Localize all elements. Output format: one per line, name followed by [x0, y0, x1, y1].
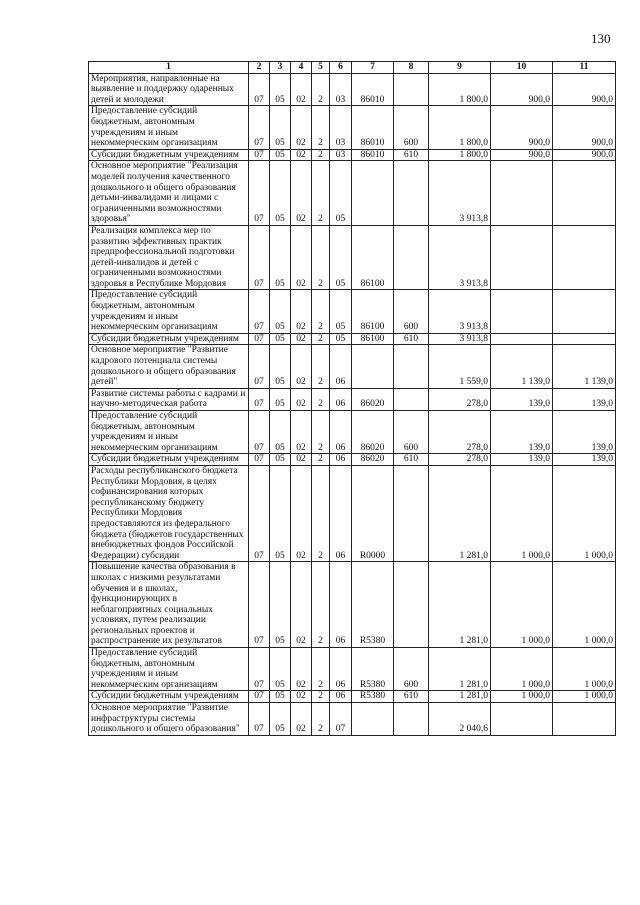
table-row	[89, 454, 616, 466]
amount-year-3-cell: 1 000,0	[553, 562, 616, 648]
amount-year-1-cell: 1 800,0	[429, 149, 491, 161]
page-number: 130	[591, 31, 611, 46]
program-code-cell: 02	[291, 106, 312, 149]
amount-year-2-cell: 1 000,0	[491, 691, 553, 703]
expense-type-cell: 600	[394, 648, 429, 691]
subprogram-code-cell: 2	[312, 465, 330, 561]
direction-code-cell	[352, 345, 394, 388]
program-code-cell: 02	[291, 465, 312, 561]
amount-year-3-cell: 900,0	[553, 149, 616, 161]
event-code-cell: 06	[330, 411, 352, 454]
direction-code-cell: 86010	[352, 73, 394, 106]
row-name-cell: Расходы республиканского бюджета Республики Мордовия, в целях софинансирования которых республиканскому бюджету Республики Мордовия предоставляются из федерального бюджета (бюджетов государственных внебюджетных фондов Российской Федерации) субсидии	[89, 465, 249, 561]
expense-type-cell	[394, 73, 429, 106]
event-code-cell: 06	[330, 465, 352, 561]
event-code-cell: 06	[330, 345, 352, 388]
subsection-code-cell: 05	[270, 562, 291, 648]
amount-year-3-cell	[553, 703, 616, 736]
expense-type-cell	[394, 562, 429, 648]
direction-code-cell: 86010	[352, 149, 394, 161]
amount-year-3-cell: 1 000,0	[553, 465, 616, 561]
amount-year-1-cell: 278,0	[429, 388, 491, 410]
subprogram-code-cell: 2	[312, 149, 330, 161]
program-code-cell: 02	[291, 161, 312, 226]
direction-code-cell: 86020	[352, 454, 394, 466]
subsection-code-cell: 05	[270, 161, 291, 226]
table-row	[89, 388, 616, 410]
row-name-cell: Развитие системы работы с кадрами и научно-методическая работа	[89, 388, 249, 410]
amount-year-3-cell: 1 000,0	[553, 648, 616, 691]
expense-type-cell	[394, 161, 429, 226]
subprogram-code-cell: 2	[312, 411, 330, 454]
expense-type-cell: 610	[394, 149, 429, 161]
amount-year-2-cell: 900,0	[491, 149, 553, 161]
event-code-cell: 06	[330, 562, 352, 648]
subsection-code-cell: 05	[270, 465, 291, 561]
row-name-cell: Основное мероприятие "Развитие кадрового потенциала системы дошкольного и общего образования детей"	[89, 345, 249, 388]
subprogram-code-cell: 2	[312, 333, 330, 345]
section-code-cell: 07	[249, 691, 270, 703]
program-code-cell: 02	[291, 149, 312, 161]
column-header: 7	[352, 62, 394, 74]
amount-year-1-cell: 278,0	[429, 454, 491, 466]
direction-code-cell: R0000	[352, 465, 394, 561]
table-row	[89, 648, 616, 691]
section-code-cell: 07	[249, 411, 270, 454]
row-name-cell: Реализация комплекса мер по развитию эффективных практик предпрофессиональной подготовки детей-инвалидов и детей с ограниченными возможностями здоровья в Республике Мордовия	[89, 225, 249, 290]
subprogram-code-cell: 2	[312, 648, 330, 691]
event-code-cell: 05	[330, 290, 352, 333]
amount-year-2-cell: 1 000,0	[491, 562, 553, 648]
row-name-cell: Субсидии бюджетным учреждениям	[89, 149, 249, 161]
amount-year-1-cell: 1 281,0	[429, 562, 491, 648]
subprogram-code-cell: 2	[312, 562, 330, 648]
subsection-code-cell: 05	[270, 73, 291, 106]
table-row	[89, 106, 616, 149]
direction-code-cell: 86100	[352, 333, 394, 345]
row-name-cell: Субсидии бюджетным учреждениям	[89, 333, 249, 345]
expense-type-cell: 610	[394, 454, 429, 466]
program-code-cell: 02	[291, 388, 312, 410]
program-code-cell: 02	[291, 691, 312, 703]
direction-code-cell: 86020	[352, 388, 394, 410]
table-body	[89, 73, 616, 735]
amount-year-1-cell: 1 281,0	[429, 648, 491, 691]
amount-year-3-cell: 139,0	[553, 411, 616, 454]
event-code-cell: 05	[330, 333, 352, 345]
budget-table	[88, 61, 616, 736]
table-row	[89, 149, 616, 161]
amount-year-3-cell: 1 000,0	[553, 691, 616, 703]
table-row	[89, 161, 616, 226]
program-code-cell: 02	[291, 73, 312, 106]
direction-code-cell: 86100	[352, 290, 394, 333]
column-header: 9	[429, 62, 491, 74]
direction-code-cell: 86100	[352, 225, 394, 290]
column-header: 3	[270, 62, 291, 74]
subprogram-code-cell: 2	[312, 345, 330, 388]
event-code-cell: 06	[330, 648, 352, 691]
amount-year-2-cell	[491, 225, 553, 290]
expense-type-cell: 600	[394, 290, 429, 333]
table-row	[89, 465, 616, 561]
subsection-code-cell: 05	[270, 703, 291, 736]
row-name-cell: Предоставление субсидий бюджетным, автономным учреждениям и иным некоммерческим организациям	[89, 411, 249, 454]
program-code-cell: 02	[291, 225, 312, 290]
table-row	[89, 411, 616, 454]
amount-year-2-cell	[491, 161, 553, 226]
expense-type-cell	[394, 345, 429, 388]
subsection-code-cell: 05	[270, 290, 291, 333]
subprogram-code-cell: 2	[312, 703, 330, 736]
section-code-cell: 07	[249, 388, 270, 410]
section-code-cell: 07	[249, 149, 270, 161]
subprogram-code-cell: 2	[312, 161, 330, 226]
event-code-cell: 05	[330, 225, 352, 290]
program-code-cell: 02	[291, 290, 312, 333]
amount-year-2-cell: 139,0	[491, 454, 553, 466]
amount-year-1-cell: 3 913,8	[429, 225, 491, 290]
program-code-cell: 02	[291, 411, 312, 454]
program-code-cell: 02	[291, 648, 312, 691]
column-header: 5	[312, 62, 330, 74]
amount-year-1-cell: 1 281,0	[429, 465, 491, 561]
amount-year-3-cell	[553, 333, 616, 345]
event-code-cell: 03	[330, 73, 352, 106]
section-code-cell: 07	[249, 333, 270, 345]
amount-year-2-cell: 139,0	[491, 411, 553, 454]
subsection-code-cell: 05	[270, 345, 291, 388]
table-row	[89, 73, 616, 106]
expense-type-cell	[394, 703, 429, 736]
section-code-cell: 07	[249, 161, 270, 226]
section-code-cell: 07	[249, 73, 270, 106]
amount-year-3-cell	[553, 161, 616, 226]
direction-code-cell: 86010	[352, 106, 394, 149]
event-code-cell: 06	[330, 388, 352, 410]
row-name-cell: Субсидии бюджетным учреждениям	[89, 454, 249, 466]
subsection-code-cell: 05	[270, 411, 291, 454]
section-code-cell: 07	[249, 562, 270, 648]
amount-year-2-cell	[491, 333, 553, 345]
table-row	[89, 703, 616, 736]
row-name-cell: Основное мероприятие "Развитие инфраструктуры системы дошкольного и общего образования"	[89, 703, 249, 736]
direction-code-cell	[352, 161, 394, 226]
amount-year-3-cell: 139,0	[553, 454, 616, 466]
table-row	[89, 290, 616, 333]
program-code-cell: 02	[291, 345, 312, 388]
subsection-code-cell: 05	[270, 106, 291, 149]
expense-type-cell	[394, 465, 429, 561]
amount-year-1-cell: 1 559,0	[429, 345, 491, 388]
direction-code-cell: R5380	[352, 648, 394, 691]
expense-type-cell	[394, 225, 429, 290]
table-row	[89, 345, 616, 388]
expense-type-cell: 600	[394, 106, 429, 149]
amount-year-2-cell: 1 139,0	[491, 345, 553, 388]
amount-year-1-cell: 1 800,0	[429, 106, 491, 149]
column-header: 10	[491, 62, 553, 74]
program-code-cell: 02	[291, 562, 312, 648]
subprogram-code-cell: 2	[312, 225, 330, 290]
section-code-cell: 07	[249, 648, 270, 691]
table-row	[89, 225, 616, 290]
amount-year-3-cell: 1 139,0	[553, 345, 616, 388]
section-code-cell: 07	[249, 225, 270, 290]
amount-year-3-cell: 900,0	[553, 73, 616, 106]
amount-year-2-cell: 1 000,0	[491, 465, 553, 561]
expense-type-cell	[394, 388, 429, 410]
event-code-cell: 06	[330, 454, 352, 466]
amount-year-2-cell	[491, 290, 553, 333]
amount-year-1-cell: 278,0	[429, 411, 491, 454]
section-code-cell: 07	[249, 454, 270, 466]
row-name-cell: Предоставление субсидий бюджетным, автономным учреждениям и иным некоммерческим организациям	[89, 290, 249, 333]
amount-year-3-cell: 139,0	[553, 388, 616, 410]
amount-year-1-cell: 1 800,0	[429, 73, 491, 106]
subprogram-code-cell: 2	[312, 73, 330, 106]
event-code-cell: 03	[330, 149, 352, 161]
row-name-cell: Субсидии бюджетным учреждениям	[89, 691, 249, 703]
amount-year-2-cell: 1 000,0	[491, 648, 553, 691]
section-code-cell: 07	[249, 465, 270, 561]
subsection-code-cell: 05	[270, 454, 291, 466]
amount-year-1-cell: 3 913,8	[429, 333, 491, 345]
expense-type-cell: 600	[394, 411, 429, 454]
expense-type-cell: 610	[394, 333, 429, 345]
subprogram-code-cell: 2	[312, 290, 330, 333]
event-code-cell: 05	[330, 161, 352, 226]
section-code-cell: 07	[249, 290, 270, 333]
subprogram-code-cell: 2	[312, 106, 330, 149]
subsection-code-cell: 05	[270, 691, 291, 703]
section-code-cell: 07	[249, 106, 270, 149]
amount-year-1-cell: 3 913,8	[429, 161, 491, 226]
amount-year-2-cell	[491, 703, 553, 736]
subsection-code-cell: 05	[270, 333, 291, 345]
section-code-cell: 07	[249, 703, 270, 736]
amount-year-2-cell: 139,0	[491, 388, 553, 410]
amount-year-3-cell	[553, 225, 616, 290]
subprogram-code-cell: 2	[312, 691, 330, 703]
row-name-cell: Повышение качества образования в школах с низкими результатами обучения и в школах, функционирующих в неблагоприятных социальных условиях, путем реализации региональных проектов и распространение их результатов	[89, 562, 249, 648]
row-name-cell: Основное мероприятие "Реализация моделей получения качественного дошкольного и общего образования детьми-инвалидами и лицами с ограниченными возможностями здоровья"	[89, 161, 249, 226]
program-code-cell: 02	[291, 333, 312, 345]
column-header: 11	[553, 62, 616, 74]
direction-code-cell: R5380	[352, 691, 394, 703]
event-code-cell: 06	[330, 691, 352, 703]
table-header-row	[89, 62, 616, 74]
direction-code-cell	[352, 703, 394, 736]
column-header: 2	[249, 62, 270, 74]
column-header: 6	[330, 62, 352, 74]
amount-year-1-cell: 1 281,0	[429, 691, 491, 703]
subsection-code-cell: 05	[270, 149, 291, 161]
amount-year-2-cell: 900,0	[491, 73, 553, 106]
subsection-code-cell: 05	[270, 225, 291, 290]
subsection-code-cell: 05	[270, 388, 291, 410]
amount-year-1-cell: 3 913,8	[429, 290, 491, 333]
amount-year-1-cell: 2 040,6	[429, 703, 491, 736]
row-name-cell: Предоставление субсидий бюджетным, автономным учреждениям и иным некоммерческим организациям	[89, 106, 249, 149]
subprogram-code-cell: 2	[312, 388, 330, 410]
direction-code-cell: 86020	[352, 411, 394, 454]
program-code-cell: 02	[291, 703, 312, 736]
event-code-cell: 07	[330, 703, 352, 736]
event-code-cell: 03	[330, 106, 352, 149]
amount-year-2-cell: 900,0	[491, 106, 553, 149]
expense-type-cell: 610	[394, 691, 429, 703]
row-name-cell: Предоставление субсидий бюджетным, автономным учреждениям и иным некоммерческим организациям	[89, 648, 249, 691]
amount-year-3-cell: 900,0	[553, 106, 616, 149]
row-name-cell: Мероприятия, направленные на выявление и поддержку одаренных детей и молодежи	[89, 73, 249, 106]
table-row	[89, 562, 616, 648]
amount-year-3-cell	[553, 290, 616, 333]
column-header: 1	[89, 62, 249, 74]
subprogram-code-cell: 2	[312, 454, 330, 466]
subsection-code-cell: 05	[270, 648, 291, 691]
direction-code-cell: R5380	[352, 562, 394, 648]
section-code-cell: 07	[249, 345, 270, 388]
column-header: 8	[394, 62, 429, 74]
program-code-cell: 02	[291, 454, 312, 466]
column-header: 4	[291, 62, 312, 74]
table-row	[89, 691, 616, 703]
table-row	[89, 333, 616, 345]
